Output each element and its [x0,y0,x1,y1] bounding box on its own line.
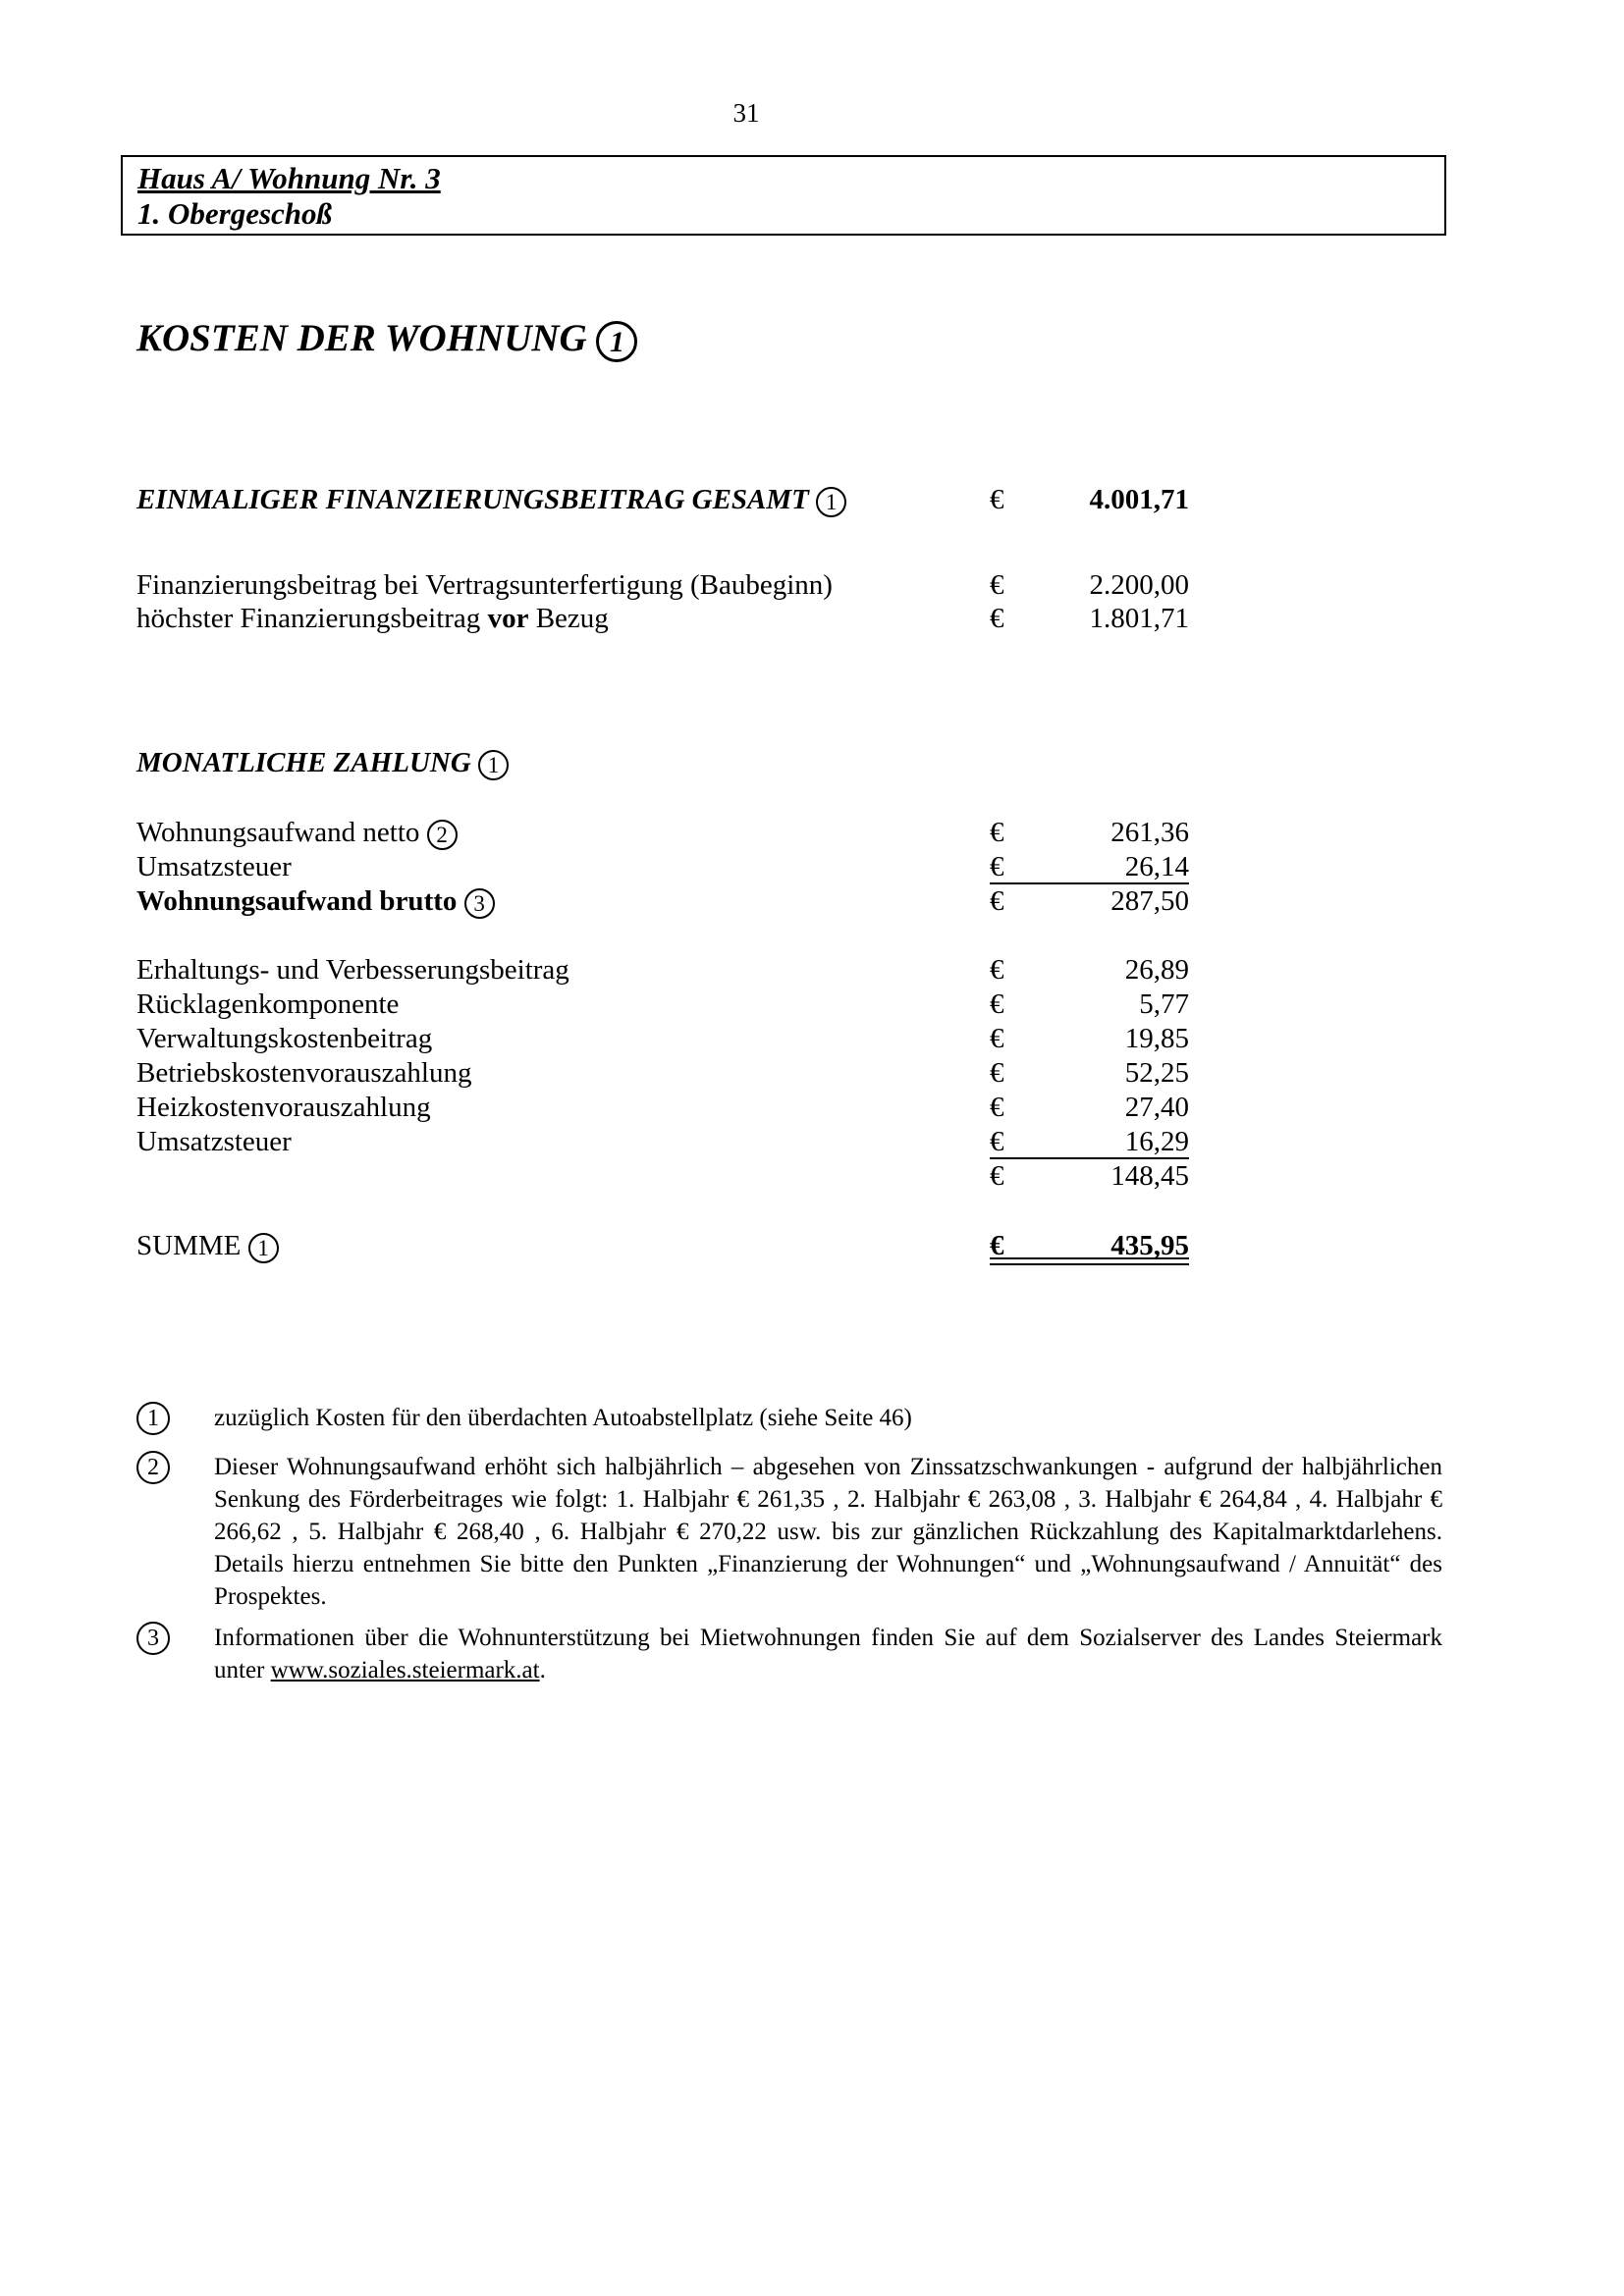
cost-label: Rücklagenkomponente [136,988,400,1020]
sum-label [136,1230,279,1263]
currency-symbol: € [990,569,1004,601]
cost-row [136,885,1189,921]
cost-row [136,988,1189,1024]
footnote-1 [136,1402,1442,1434]
footnote-marker-2: 2 [427,820,458,850]
currency-symbol: € [990,1023,1004,1054]
footnote-marker-1: 1 [136,1402,170,1435]
cost-amount: 16,29 [1124,1126,1189,1157]
currency-symbol: € [990,1126,1004,1157]
subtotal-row [136,1160,1189,1196]
one-time-title [136,484,846,517]
cost-row [136,851,1189,886]
cost-label: Erhaltungs- und Verbesserungsbeitrag [136,954,569,986]
cost-label: Betriebskostenvorauszahlung [136,1057,472,1089]
header-floor: 1. Obergeschoß [137,196,333,231]
cost-label: Finanzierungsbeitrag bei Vertragsunterfertigung (Baubeginn) [136,569,833,601]
currency-symbol: € [990,817,1004,848]
sum-amount: 435,95 [1110,1230,1189,1261]
cost-amount: 19,85 [1124,1023,1189,1054]
footnote-marker-1: 1 [596,321,637,362]
cost-label: Umsatzsteuer [136,851,292,882]
cost-row [136,1057,1189,1093]
currency-symbol: € [990,603,1004,634]
cost-row [136,603,1189,638]
footnote-text: Dieser Wohnungsaufwand erhöht sich halbjährlich – abgesehen von Zinssatzschwankungen - aufgrund der halbjährlichen Senkung des Förderbeitrages wie folgt: 1. Halbjahr € 261,35 , 2. Halbjahr € 263,08 , 3. Halbjahr € 264,84 , 4. Halbjahr € 266,62 , 5. Halbjahr € 268,40 , 6. Halbjahr € 270,22 usw. bis zur gänzlichen Rückzahlung des Kapitalmarktdarlehens. Details hierzu entnehmen Sie bitte den Punkten „Finanzierung der Wohnungen“ und „Wohnungsaufwand / Annuität“ des Prospektes. [214,1454,1442,1610]
footnote-3 [136,1622,1442,1686]
cost-label-emphasis: vor [487,603,529,634]
cost-amount: 26,14 [1124,851,1189,882]
cost-row [136,569,1189,605]
sozialserver-link[interactable]: www.soziales.steiermark.at [270,1657,540,1683]
cost-label: Umsatzsteuer [136,1126,292,1157]
cost-row [136,1023,1189,1058]
cost-row [136,817,1189,852]
footnote-marker-1: 1 [816,487,846,517]
currency-symbol: € [990,1057,1004,1089]
monthly-title [136,747,509,780]
header-house-apartment: Haus A/ Wohnung Nr. 3 [137,161,441,195]
cost-amount: 52,25 [1124,1057,1189,1089]
currency-symbol: € [990,885,1004,917]
cost-label [136,817,458,850]
page-number: 31 [732,98,760,128]
cost-row [136,1126,1189,1161]
header-box [121,155,1446,236]
footnote-marker-1: 1 [248,1233,279,1263]
currency-symbol: € [990,484,1004,515]
subtotal-amount: 148,45 [1110,1160,1189,1192]
subtotal-rule [990,1157,1189,1159]
currency-symbol: € [990,1230,1004,1261]
cost-amount: 2.200,00 [1089,569,1189,601]
monthly-title-text: MONATLICHE ZAHLUNG [136,747,471,778]
footnote-marker-3: 3 [464,888,495,919]
cost-label: Heizkostenvorauszahlung [136,1092,431,1123]
footnote-2 [136,1451,1442,1613]
currency-symbol: € [990,954,1004,986]
cost-label [136,603,609,635]
cost-label-text: Wohnungsaufwand netto [136,817,420,848]
currency-symbol: € [990,1092,1004,1123]
cost-label [136,885,495,919]
page-title-text: KOSTEN DER WOHNUNG [136,317,587,359]
subtotal-rule [990,882,1189,884]
cost-label-text: Wohnungsaufwand brutto [136,885,458,917]
footnote-text [214,1622,1442,1686]
sum-label-text: SUMME [136,1230,242,1261]
one-time-total-amount: 4.001,71 [1089,484,1189,515]
cost-amount: 26,89 [1124,954,1189,986]
page-title [136,316,637,362]
cost-amount: 287,50 [1110,885,1189,917]
footnote-marker-1: 1 [478,750,509,780]
footnote-marker-3: 3 [136,1622,170,1655]
footnote-marker-2: 2 [136,1451,170,1484]
cost-amount: 261,36 [1110,817,1189,848]
sum-row [136,1230,1189,1265]
footnote-text-part: Informationen über die Wohnunterstützung bei Mietwohnungen finden Sie auf dem Sozialserver des Landes Steiermark unter [214,1625,1442,1683]
total-double-rule [990,1257,1189,1265]
cost-row [136,1092,1189,1127]
footnote-text-part: . [539,1657,546,1683]
cost-label-part: höchster Finanzierungsbeitrag [136,603,488,634]
cost-amount: 5,77 [1139,988,1189,1020]
cost-label: Verwaltungskostenbeitrag [136,1023,433,1054]
monthly-title-row [136,747,1189,782]
cost-label-part: Bezug [528,603,609,634]
cost-amount: 1.801,71 [1089,603,1189,634]
footnote-text: zuzüglich Kosten für den überdachten Autoabstellplatz (siehe Seite 46) [214,1405,912,1431]
cost-amount: 27,40 [1124,1092,1189,1123]
one-time-total-row [136,484,1189,519]
currency-symbol: € [990,1160,1004,1192]
currency-symbol: € [990,988,1004,1020]
currency-symbol: € [990,851,1004,882]
one-time-title-text: EINMALIGER FINANZIERUNGSBEITRAG GESAMT [136,484,809,515]
cost-row [136,954,1189,989]
